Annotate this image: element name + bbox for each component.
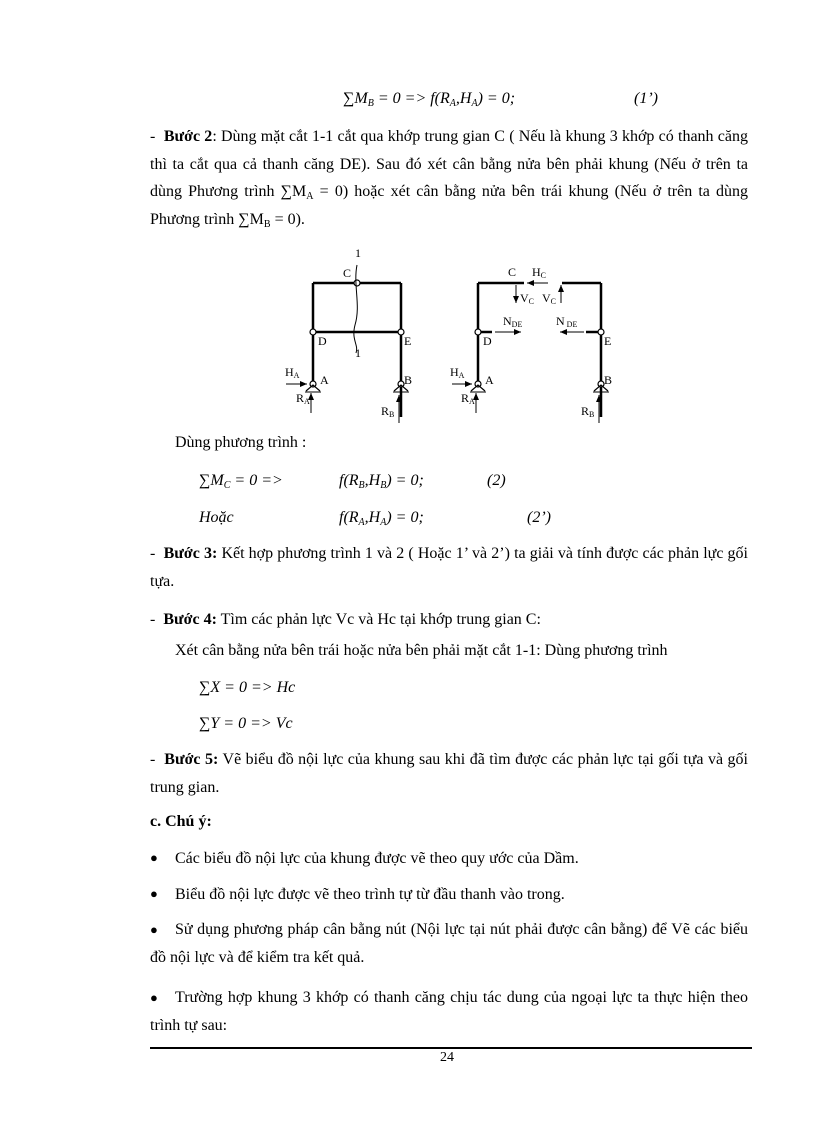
svg-text:NDE: NDE bbox=[556, 314, 578, 329]
right-frame bbox=[450, 265, 612, 423]
svg-text:HA: HA bbox=[285, 365, 300, 380]
svg-text:RB: RB bbox=[381, 404, 395, 419]
page-number: 24 bbox=[440, 1050, 454, 1065]
equation-1-prime-label: (1’) bbox=[634, 90, 658, 107]
equation-2-left: $\sum M_C = 0$ => bbox=[199, 472, 283, 491]
svg-text:D: D bbox=[318, 334, 327, 348]
use-equation-label: Dùng phương trình : bbox=[175, 434, 307, 451]
svg-text:D: D bbox=[483, 334, 492, 348]
equation-2-prime-or: Hoặc bbox=[199, 509, 234, 526]
step-5-paragraph: - Bước 5: Vẽ biểu đồ nội lực của khung sau khi đã tìm được các phản lực tại gối tựa và gối trung gian. bbox=[150, 751, 749, 796]
equation-2-prime: $f(R_A,H_A) = 0$; bbox=[339, 509, 424, 528]
bullet-item: Trường hợp khung 3 khớp có thanh căng chịu tác dung của ngoại lực ta thực hiện theo trình tự sau: bbox=[150, 989, 748, 1034]
svg-text:E: E bbox=[604, 334, 612, 348]
left-frame bbox=[285, 246, 412, 423]
svg-text:NDE: NDE bbox=[503, 314, 523, 329]
section-heading: c. Chú ý: bbox=[150, 813, 212, 830]
bullet-icon: ● bbox=[150, 850, 158, 865]
svg-text:RB: RB bbox=[581, 404, 595, 419]
svg-text:B: B bbox=[404, 373, 413, 387]
bullet-icon: ● bbox=[150, 922, 158, 937]
bullet-icon: ● bbox=[150, 990, 158, 1005]
equation-sum-y: ∑Y = 0 => Vc bbox=[199, 715, 293, 732]
svg-text:1: 1 bbox=[355, 346, 361, 360]
svg-text:HA: HA bbox=[450, 365, 465, 380]
bullet-item: Sử dụng phương pháp cân bằng nút (Nội lực tại nút phải được cân bằng) để Vẽ các biểu đồ nội lực và để kiểm tra kết quả. bbox=[150, 921, 748, 966]
equation-2-prime-label: (2’) bbox=[527, 509, 551, 526]
equation-2-label: (2) bbox=[487, 472, 506, 489]
svg-text:A: A bbox=[485, 373, 494, 387]
bullet-item: Biểu đồ nội lực được vẽ theo trình tự từ đầu thanh vào trong. bbox=[175, 886, 565, 903]
svg-text:C: C bbox=[508, 265, 517, 279]
bullet-item: Các biểu đồ nội lực của khung được vẽ theo quy ước của Dầm. bbox=[175, 850, 579, 867]
step-4-paragraph: - Bước 4: Tìm các phản lực Vc và Hc tại khớp trung gian C: bbox=[150, 611, 541, 628]
step-3-paragraph: - Bước 3: Kết hợp phương trình 1 và 2 ( Hoặc 1’ và 2’) ta giải và tính được các phản lực gối tựa. bbox=[150, 545, 749, 590]
bullet-icon: ● bbox=[150, 886, 158, 901]
svg-text:HC: HC bbox=[532, 265, 547, 280]
svg-text:C: C bbox=[343, 266, 352, 280]
equation-2-right: $f(R_B,H_B) = 0$; bbox=[339, 472, 424, 491]
svg-text:RA: RA bbox=[461, 391, 475, 406]
svg-text:VC: VC bbox=[520, 291, 535, 306]
footer-rule bbox=[150, 1047, 752, 1049]
svg-text:VC: VC bbox=[542, 291, 557, 306]
equation-1-prime: $\sum M_B = 0 => f(R_A,H_A) = 0$; bbox=[343, 90, 516, 109]
svg-text:A: A bbox=[320, 373, 329, 387]
step-4-subtext: Xét cân bằng nửa bên trái hoặc nửa bên phải mặt cắt 1-1: Dùng phương trình bbox=[175, 642, 668, 659]
svg-text:1: 1 bbox=[355, 246, 361, 260]
svg-text:B: B bbox=[604, 373, 613, 387]
step-2-paragraph: - Bước 2: Dùng mặt cắt 1-1 cắt qua khớp trung gian C ( Nếu là khung 3 khớp có thanh căng thì ta cắt qua cả thanh căng DE). Sau đó xét cân bằng nửa bên phải khung (Nếu ở trên ta dùng Phương trình $\sum M_A = 0$) hoặc xét cân bằng nửa bên trái khung (Nếu ở trên ta dùng Phương trình $\sum M_B = 0$). bbox=[150, 128, 749, 230]
svg-text:RA: RA bbox=[296, 391, 310, 406]
svg-text:E: E bbox=[404, 334, 412, 348]
equation-sum-x: ∑X = 0 => Hc bbox=[199, 679, 296, 696]
frame-diagram bbox=[0, 245, 816, 425]
